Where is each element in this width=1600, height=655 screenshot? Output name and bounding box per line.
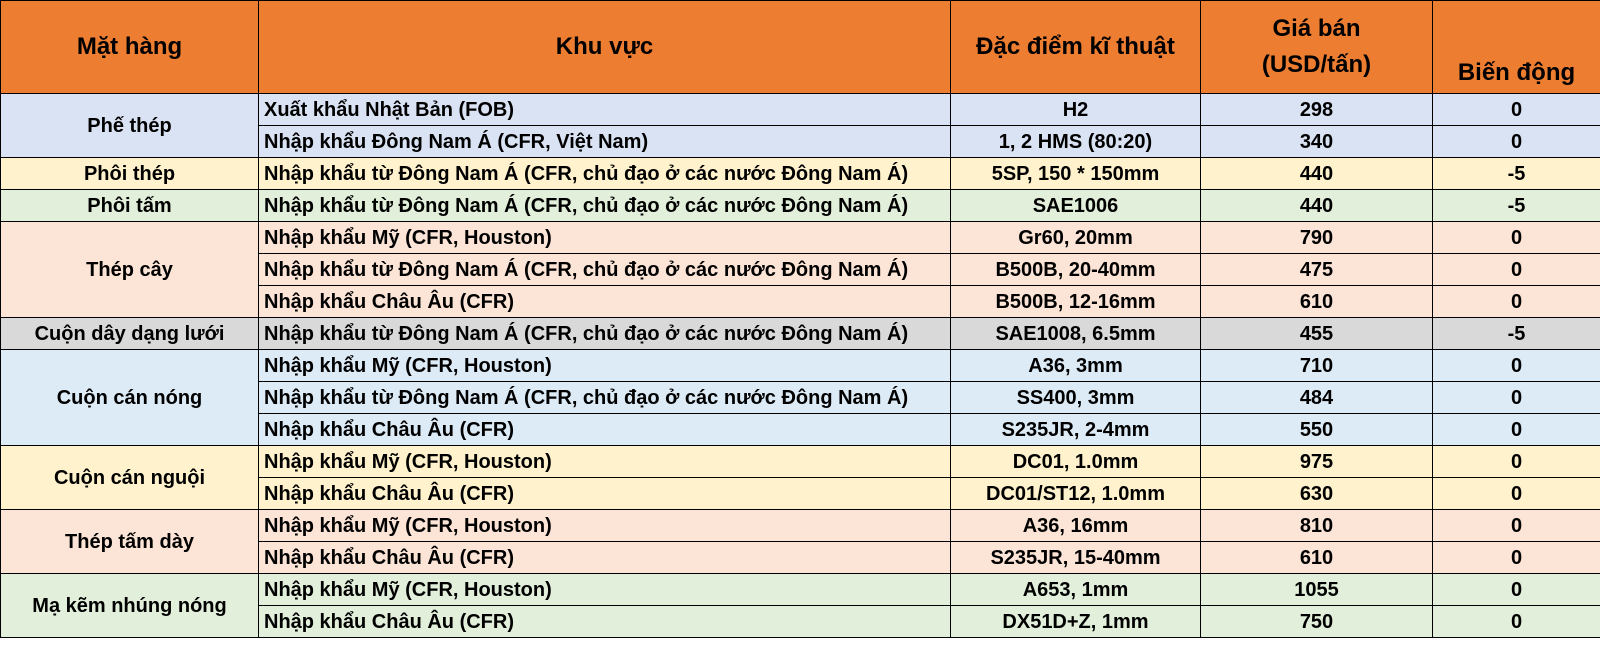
price-cell: 610 (1201, 542, 1433, 574)
change-cell: 0 (1433, 350, 1600, 382)
change-cell: 0 (1433, 414, 1600, 446)
region-cell: Xuất khẩu Nhật Bản (FOB) (259, 94, 951, 126)
header-price-line1: Giá bán (1272, 15, 1361, 42)
price-cell: 1055 (1201, 574, 1433, 606)
spec-cell: SAE1006 (951, 190, 1201, 222)
price-cell: 750 (1201, 606, 1433, 638)
region-cell: Nhập khẩu Châu Âu (CFR) (259, 606, 951, 638)
region-cell: Nhập khẩu Mỹ (CFR, Houston) (259, 446, 951, 478)
product-cell: Phôi tấm (1, 190, 259, 222)
price-cell: 340 (1201, 126, 1433, 158)
change-cell: 0 (1433, 606, 1600, 638)
spec-cell: DC01/ST12, 1.0mm (951, 478, 1201, 510)
price-cell: 710 (1201, 350, 1433, 382)
region-cell: Nhập khẩu Mỹ (CFR, Houston) (259, 574, 951, 606)
spec-cell: B500B, 12-16mm (951, 286, 1201, 318)
product-cell: Cuộn cán nguội (1, 446, 259, 510)
product-cell: Cuộn dây dạng lưới (1, 318, 259, 350)
table-row (1, 510, 1600, 542)
region-cell: Nhập khẩu Đông Nam Á (CFR, Việt Nam) (259, 126, 951, 158)
change-cell: 0 (1433, 446, 1600, 478)
table-row (1, 222, 1600, 254)
change-cell: -5 (1433, 190, 1600, 222)
price-cell: 440 (1201, 158, 1433, 190)
change-cell: 0 (1433, 222, 1600, 254)
header-product: Mặt hàng (1, 1, 259, 94)
product-cell: Thép tấm dày (1, 510, 259, 574)
price-cell: 298 (1201, 94, 1433, 126)
change-cell: 0 (1433, 574, 1600, 606)
spec-cell: SS400, 3mm (951, 382, 1201, 414)
region-cell: Nhập khẩu Mỹ (CFR, Houston) (259, 222, 951, 254)
header-spec: Đặc điểm kĩ thuật (951, 1, 1201, 94)
region-cell: Nhập khẩu Mỹ (CFR, Houston) (259, 350, 951, 382)
region-cell: Nhập khẩu từ Đông Nam Á (CFR, chủ đạo ở các nước Đông Nam Á) (259, 382, 951, 414)
table-row (1, 190, 1600, 222)
table-row (1, 446, 1600, 478)
change-cell: 0 (1433, 126, 1600, 158)
change-cell: -5 (1433, 158, 1600, 190)
header-row (1, 1, 1600, 94)
spec-cell: H2 (951, 94, 1201, 126)
table-row (1, 574, 1600, 606)
table-row (1, 158, 1600, 190)
header-price (1201, 1, 1433, 94)
product-cell: Mạ kẽm nhúng nóng (1, 574, 259, 638)
table-header (1, 1, 1600, 94)
region-cell: Nhập khẩu từ Đông Nam Á (CFR, chủ đạo ở các nước Đông Nam Á) (259, 254, 951, 286)
change-cell: 0 (1433, 286, 1600, 318)
region-cell: Nhập khẩu Châu Âu (CFR) (259, 286, 951, 318)
header-change: Biến động (1433, 1, 1600, 94)
product-cell: Phế thép (1, 94, 259, 158)
header-price-line2: (USD/tấn) (1261, 51, 1372, 78)
spec-cell: A36, 3mm (951, 350, 1201, 382)
price-cell: 975 (1201, 446, 1433, 478)
price-cell: 440 (1201, 190, 1433, 222)
region-cell: Nhập khẩu từ Đông Nam Á (CFR, chủ đạo ở các nước Đông Nam Á) (259, 318, 951, 350)
region-cell: Nhập khẩu Châu Âu (CFR) (259, 542, 951, 574)
price-cell: 484 (1201, 382, 1433, 414)
change-cell: 0 (1433, 382, 1600, 414)
change-cell: 0 (1433, 510, 1600, 542)
price-cell: 630 (1201, 478, 1433, 510)
price-cell: 550 (1201, 414, 1433, 446)
table-body (1, 94, 1600, 638)
price-cell: 475 (1201, 254, 1433, 286)
region-cell: Nhập khẩu Mỹ (CFR, Houston) (259, 510, 951, 542)
spec-cell: SAE1008, 6.5mm (951, 318, 1201, 350)
spec-cell: A653, 1mm (951, 574, 1201, 606)
header-region: Khu vực (259, 1, 951, 94)
price-cell: 790 (1201, 222, 1433, 254)
spec-cell: Gr60, 20mm (951, 222, 1201, 254)
region-cell: Nhập khẩu Châu Âu (CFR) (259, 478, 951, 510)
region-cell: Nhập khẩu từ Đông Nam Á (CFR, chủ đạo ở các nước Đông Nam Á) (259, 158, 951, 190)
region-cell: Nhập khẩu Châu Âu (CFR) (259, 414, 951, 446)
product-cell: Thép cây (1, 222, 259, 318)
change-cell: 0 (1433, 478, 1600, 510)
price-cell: 455 (1201, 318, 1433, 350)
table-row (1, 350, 1600, 382)
change-cell: 0 (1433, 254, 1600, 286)
product-cell: Phôi thép (1, 158, 259, 190)
spec-cell: S235JR, 2-4mm (951, 414, 1201, 446)
change-cell: 0 (1433, 542, 1600, 574)
spec-cell: 1, 2 HMS (80:20) (951, 126, 1201, 158)
table-row (1, 94, 1600, 126)
price-cell: 810 (1201, 510, 1433, 542)
spec-cell: 5SP, 150 * 150mm (951, 158, 1201, 190)
product-cell: Cuộn cán nóng (1, 350, 259, 446)
spec-cell: DX51D+Z, 1mm (951, 606, 1201, 638)
change-cell: 0 (1433, 94, 1600, 126)
spec-cell: B500B, 20-40mm (951, 254, 1201, 286)
table-row (1, 318, 1600, 350)
spec-cell: S235JR, 15-40mm (951, 542, 1201, 574)
price-cell: 610 (1201, 286, 1433, 318)
spec-cell: DC01, 1.0mm (951, 446, 1201, 478)
region-cell: Nhập khẩu từ Đông Nam Á (CFR, chủ đạo ở các nước Đông Nam Á) (259, 190, 951, 222)
change-cell: -5 (1433, 318, 1600, 350)
spec-cell: A36, 16mm (951, 510, 1201, 542)
